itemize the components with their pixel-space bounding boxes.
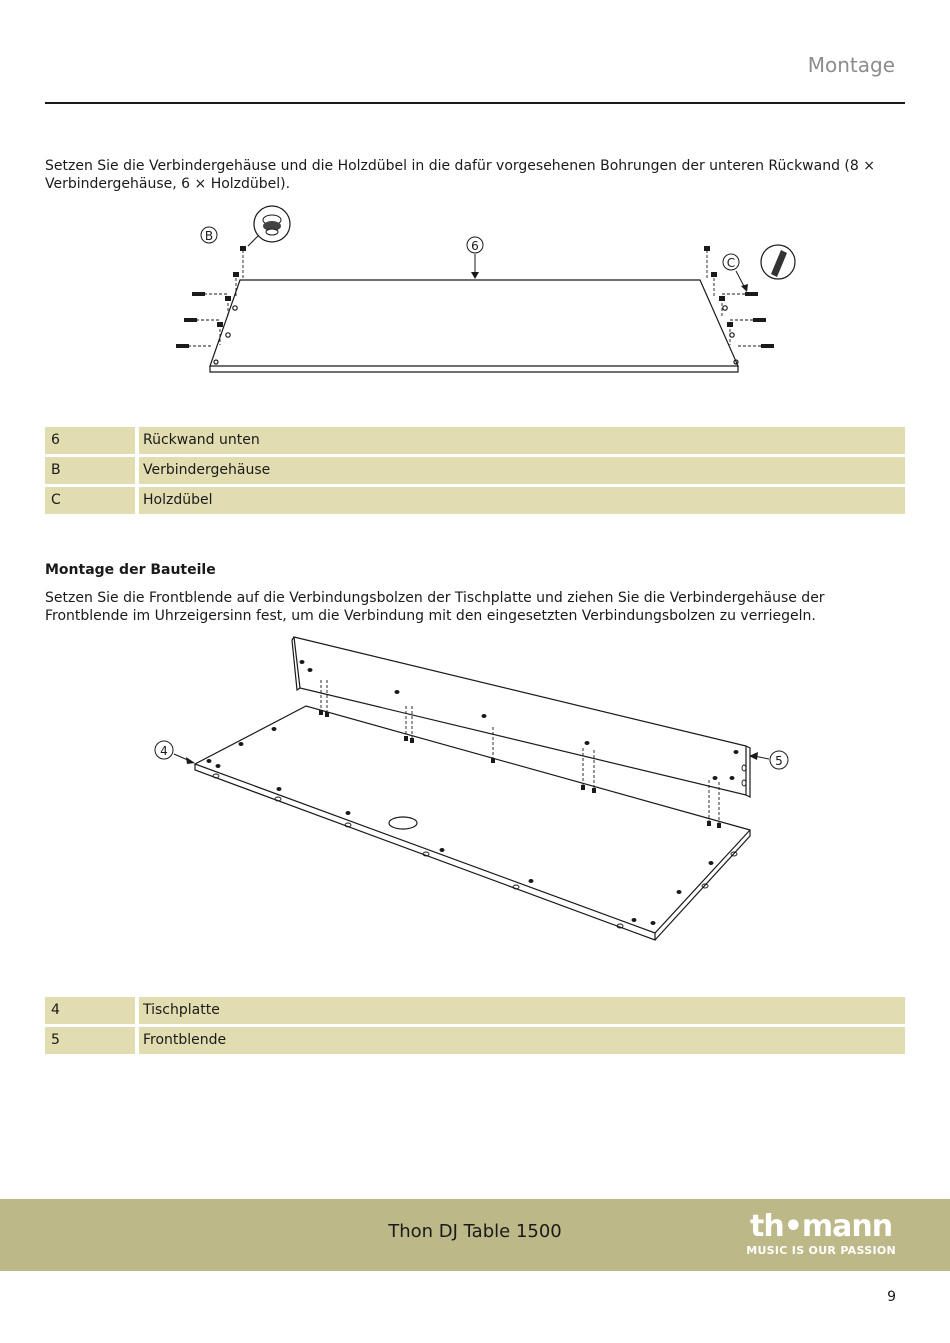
logo-wordmark: th•mann: [750, 1209, 893, 1244]
legend-number: 6: [45, 427, 135, 454]
figure-tabletop-frontpanel: [150, 630, 800, 950]
callout-4: 4: [160, 744, 168, 758]
legend-number: C: [45, 487, 135, 514]
table-row: [45, 487, 905, 514]
legend-table-1: [45, 427, 905, 517]
footer-product-name: Thon DJ Table 1500: [388, 1221, 562, 1242]
figure-lower-back-panel: [170, 200, 800, 385]
legend-number: 5: [45, 1027, 135, 1054]
logo-tagline: MUSIC IS OUR PASSION: [746, 1244, 896, 1257]
legend-number: 4: [45, 997, 135, 1024]
table-row: [45, 1027, 905, 1054]
legend-name: Frontblende: [139, 1027, 905, 1054]
callout-c: C: [726, 256, 736, 270]
legend-name: Verbindergehäuse: [139, 457, 905, 484]
table-row: [45, 997, 905, 1024]
callout-6: 6: [471, 239, 479, 253]
assembly-paragraph: Setzen Sie die Frontblende auf die Verbindungsbolzen der Tischplatte und ziehen Sie die Verbindergehäuse der Frontblende im Uhrzeigersinn fest, um die Verbindung mit den eingesetzten Verbindungsbolzen zu verriegeln.: [45, 590, 825, 624]
legend-name: Tischplatte: [139, 997, 905, 1024]
page-number: 9: [887, 1289, 896, 1305]
thomann-logo: [746, 1209, 896, 1257]
table-row: [45, 427, 905, 454]
section-heading: Montage der Bauteile: [45, 562, 216, 578]
header-divider: [45, 102, 905, 104]
callout-5: 5: [775, 754, 783, 768]
table-row: [45, 457, 905, 484]
callout-b: B: [204, 229, 214, 243]
legend-table-2: [45, 997, 905, 1057]
legend-name: Holzdübel: [139, 487, 905, 514]
legend-number: B: [45, 457, 135, 484]
intro-paragraph: Setzen Sie die Verbindergehäuse und die Holzdübel in die dafür vorgesehenen Bohrungen der unteren Rückwand (8 × Verbindergehäuse, 6 × Holzdübel).: [45, 158, 875, 192]
section-title: Montage: [807, 53, 895, 77]
legend-name: Rückwand unten: [139, 427, 905, 454]
